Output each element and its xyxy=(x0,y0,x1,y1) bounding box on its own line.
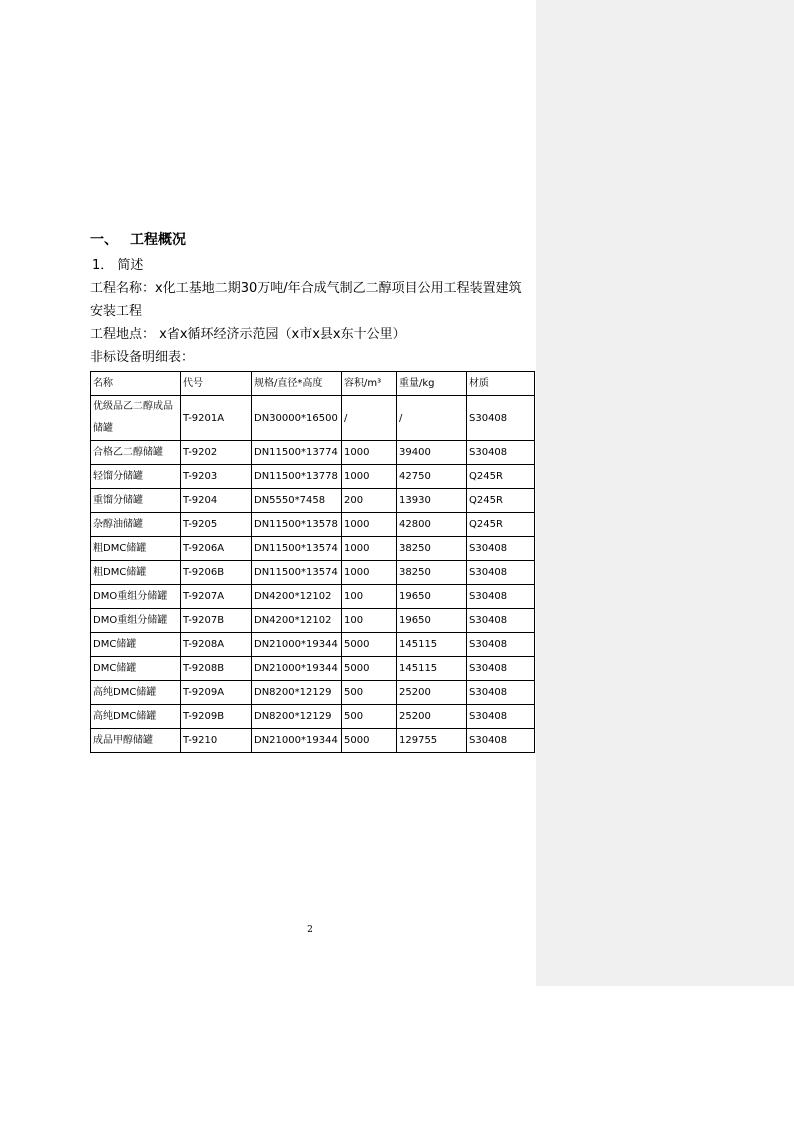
table-cell: T-9207B xyxy=(181,609,252,633)
table-cell: 38250 xyxy=(397,537,467,561)
table-cell: T-9206A xyxy=(181,537,252,561)
table-cell: 19650 xyxy=(397,609,467,633)
table-cell: 5000 xyxy=(342,633,397,657)
table-cell: 1000 xyxy=(342,465,397,489)
table-cell: 38250 xyxy=(397,561,467,585)
table-cell: S30408 xyxy=(467,441,535,465)
table-cell: 42800 xyxy=(397,513,467,537)
table-cell: 39400 xyxy=(397,441,467,465)
table-cell: T-9201A xyxy=(181,396,252,441)
table-cell: 129755 xyxy=(397,729,467,753)
table-row xyxy=(91,585,535,609)
table-row xyxy=(91,513,535,537)
section-heading xyxy=(90,228,534,252)
table-cell: DN11500*13574 xyxy=(252,537,342,561)
table-cell: S30408 xyxy=(467,705,535,729)
table-row xyxy=(91,489,535,513)
project-name: 工程名称：x化工基地二期30万吨/年合成气制乙二醇项目公用工程装置建筑安装工程 xyxy=(90,281,522,319)
project-location: 工程地点： x省x循环经济示范园（x市x县x东十公里） xyxy=(90,327,406,342)
table-row xyxy=(91,396,535,441)
table-cell: T-9209A xyxy=(181,681,252,705)
section-title: 工程概况 xyxy=(130,232,186,248)
table-cell: S30408 xyxy=(467,396,535,441)
table-row xyxy=(91,609,535,633)
table-cell: T-9206B xyxy=(181,561,252,585)
table-cell: 13930 xyxy=(397,489,467,513)
table-row xyxy=(91,681,535,705)
table-cell-name: 高纯DMC储罐 xyxy=(91,681,181,705)
page-number: 2 xyxy=(307,925,313,935)
table-cell: S30408 xyxy=(467,585,535,609)
table-cell: 145115 xyxy=(397,633,467,657)
table-cell: 1000 xyxy=(342,441,397,465)
table-cell: T-9204 xyxy=(181,489,252,513)
table-cell: Q245R xyxy=(467,465,535,489)
table-row xyxy=(91,705,535,729)
header-cell: 规格/直径*高度 xyxy=(252,372,342,396)
table-cell: DN8200*12129 xyxy=(252,705,342,729)
table-row xyxy=(91,633,535,657)
table-cell: 19650 xyxy=(397,585,467,609)
table-cell: DN11500*13778 xyxy=(252,465,342,489)
table-cell: S30408 xyxy=(467,537,535,561)
table-cell: DN8200*12129 xyxy=(252,681,342,705)
table-body xyxy=(91,396,535,753)
table-cell-name: 成品甲醇储罐 xyxy=(91,729,181,753)
table-cell: T-9208A xyxy=(181,633,252,657)
table-cell: Q245R xyxy=(467,489,535,513)
table-cell-name: DMC储罐 xyxy=(91,633,181,657)
table-cell: 5000 xyxy=(342,657,397,681)
table-cell-name: 高纯DMC储罐 xyxy=(91,705,181,729)
table-cell: / xyxy=(342,396,397,441)
header-cell: 重量/kg xyxy=(397,372,467,396)
header-cell: 材质 xyxy=(467,372,535,396)
table-cell: T-9208B xyxy=(181,657,252,681)
table-cell: S30408 xyxy=(467,609,535,633)
table-cell-name: 杂醇油储罐 xyxy=(91,513,181,537)
table-cell: S30408 xyxy=(467,561,535,585)
equipment-table xyxy=(90,371,535,753)
table-cell: 1000 xyxy=(342,561,397,585)
document-body xyxy=(90,228,534,753)
table-cell: 25200 xyxy=(397,705,467,729)
table-cell: DN11500*13578 xyxy=(252,513,342,537)
table-row xyxy=(91,561,535,585)
table-cell: 200 xyxy=(342,489,397,513)
table-cell: DN4200*12102 xyxy=(252,585,342,609)
table-cell: DN11500*13574 xyxy=(252,561,342,585)
table-cell-name: 合格乙二醇储罐 xyxy=(91,441,181,465)
table-caption: 非标设备明细表： xyxy=(90,350,195,365)
table-cell-name: 粗DMC储罐 xyxy=(91,561,181,585)
table-cell: T-9202 xyxy=(181,441,252,465)
table-cell: S30408 xyxy=(467,681,535,705)
table-cell: 42750 xyxy=(397,465,467,489)
table-cell: DN21000*19344 xyxy=(252,657,342,681)
table-cell-name: DMO重组分储罐 xyxy=(91,585,181,609)
table-cell-name: 优级品乙二醇成品储罐 xyxy=(91,396,181,441)
table-cell-name: DMC储罐 xyxy=(91,657,181,681)
table-cell-name: 粗DMC储罐 xyxy=(91,537,181,561)
table-cell: 1000 xyxy=(342,513,397,537)
table-cell: S30408 xyxy=(467,729,535,753)
table-cell: T-9207A xyxy=(181,585,252,609)
table-cell: DN21000*19344 xyxy=(252,633,342,657)
table-cell-name: 轻馏分储罐 xyxy=(91,465,181,489)
table-row xyxy=(91,657,535,681)
header-cell: 容积/m³ xyxy=(342,372,397,396)
header-cell: 名称 xyxy=(91,372,181,396)
table-cell: T-9209B xyxy=(181,705,252,729)
table-cell: S30408 xyxy=(467,657,535,681)
table-cell: / xyxy=(397,396,467,441)
comment-pane xyxy=(536,0,794,986)
table-cell: T-9203 xyxy=(181,465,252,489)
table-cell: S30408 xyxy=(467,633,535,657)
table-cell-name: DMO重组分储罐 xyxy=(91,609,181,633)
table-cell: 5000 xyxy=(342,729,397,753)
table-cell: Q245R xyxy=(467,513,535,537)
table-cell: 1000 xyxy=(342,537,397,561)
table-cell: T-9205 xyxy=(181,513,252,537)
section-number: 一、 xyxy=(90,232,118,248)
table-row xyxy=(91,729,535,753)
table-cell: DN4200*12102 xyxy=(252,609,342,633)
table-header-row xyxy=(91,372,535,396)
table-cell: DN21000*19344 xyxy=(252,729,342,753)
table-cell: DN5550*7458 xyxy=(252,489,342,513)
table-row xyxy=(91,465,535,489)
table-cell: 100 xyxy=(342,609,397,633)
table-cell: 25200 xyxy=(397,681,467,705)
table-row xyxy=(91,537,535,561)
table-cell: 100 xyxy=(342,585,397,609)
table-cell: 500 xyxy=(342,681,397,705)
table-cell: DN11500*13774 xyxy=(252,441,342,465)
table-cell: 145115 xyxy=(397,657,467,681)
table-cell: 500 xyxy=(342,705,397,729)
table-cell: DN30000*16500 xyxy=(252,396,342,441)
header-cell: 代号 xyxy=(181,372,252,396)
table-cell-name: 重馏分储罐 xyxy=(91,489,181,513)
table-cell: T-9210 xyxy=(181,729,252,753)
subsection-heading: 1． 简述 xyxy=(92,258,144,273)
table-row xyxy=(91,441,535,465)
